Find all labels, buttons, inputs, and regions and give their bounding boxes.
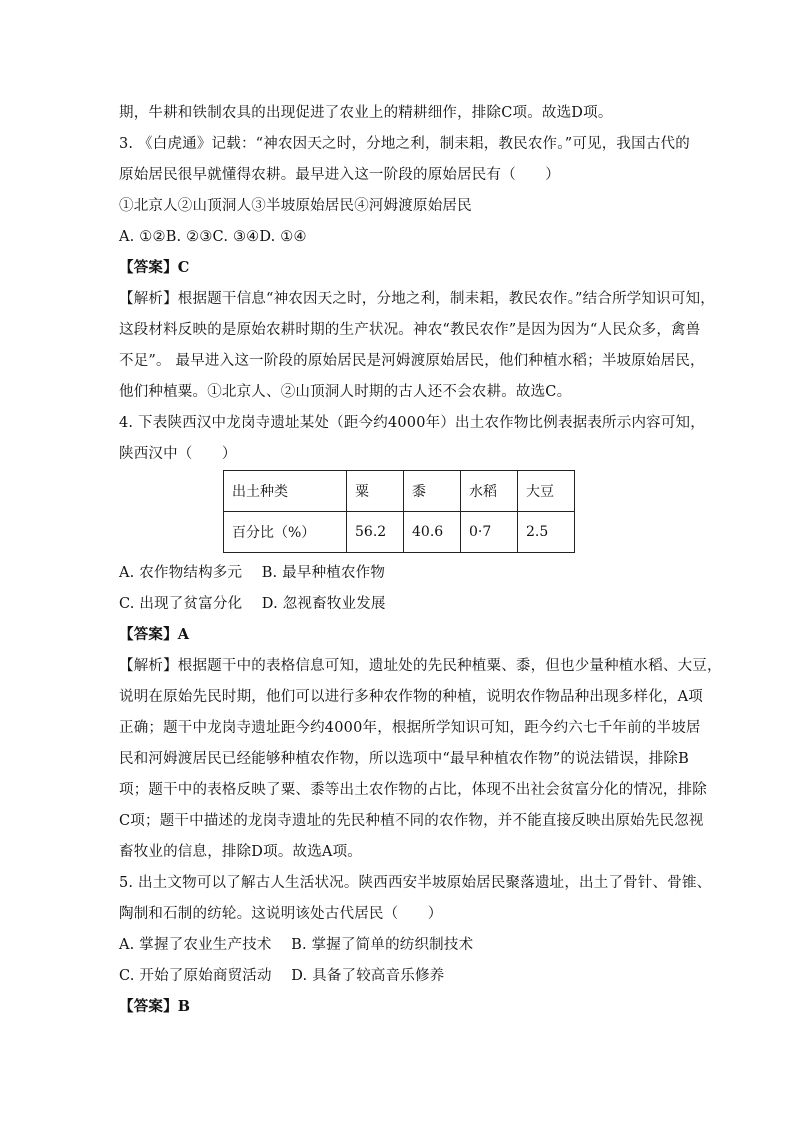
- table-cell: 2.5: [518, 512, 575, 553]
- table-cell: 水稻: [461, 471, 518, 512]
- text-line: 陶制和石制的纺轮。这说明该处古代居民（ ）: [119, 906, 443, 922]
- analysis-line: 他们种植粟。①北京人、②山顶洞人时期的古人还不会农耕。故选C。: [119, 384, 572, 400]
- table-cell: 出土种类: [224, 471, 347, 512]
- table-cell: 大豆: [518, 471, 575, 512]
- text-line: 陕西汉中（ ）: [119, 446, 237, 462]
- text-line: 原始居民很早就懂得农耕。最早进入这一阶段的原始居民有（ ）: [119, 167, 560, 183]
- table-cell: 0·7: [461, 512, 518, 553]
- question-4-options: A. 农作物结构多元 B. 最早种植农作物: [119, 565, 386, 581]
- question-5-options: C. 开始了原始商贸活动 D. 具备了较高音乐修养: [119, 968, 445, 984]
- analysis-line: 正确；题干中龙岗寺遗址距今约4000年，根据所学知识可知，距今约六七千年前的半坡居: [119, 720, 701, 736]
- crop-ratio-table: [223, 470, 575, 553]
- table-cell: 百分比（%）: [224, 512, 347, 553]
- table-cell: 黍: [404, 471, 461, 512]
- analysis-line: 【解析】根据题干信息“神农因天之时，分地之利，制耒耜，教民农作。”结合所学知识可知，: [119, 291, 715, 307]
- text-line: 期，牛耕和铁制农具的出现促进了农业上的精耕细作，排除C项。故选D项。: [119, 105, 613, 121]
- table-cell: 56.2: [347, 512, 404, 553]
- question-3-items: ①北京人②山顶洞人③半坡原始居民④河姆渡原始居民: [119, 198, 472, 214]
- question-4-stem: 4. 下表陕西汉中龙岗寺遗址某处（距今约4000年）出土农作物比例表据表所示内容可知，: [119, 415, 705, 431]
- question-3-stem: 3. 《白虎通》记载：“神农因天之时，分地之利，制耒耜，教民农作。”可见，我国古代的: [119, 136, 690, 152]
- table-row: [224, 512, 575, 553]
- analysis-line: 畜牧业的信息，排除D项。故选A项。: [119, 844, 362, 860]
- table-cell: 40.6: [404, 512, 461, 553]
- analysis-line: 项；题干中的表格反映了粟、黍等出土农作物的占比，体现不出社会贫富分化的情况，排除: [119, 782, 707, 798]
- question-5-stem: 5. 出土文物可以了解古人生活状况。陕西西安半坡原始居民聚落遗址，出土了骨针、骨锥、: [119, 875, 712, 891]
- table-cell: 粟: [347, 471, 404, 512]
- analysis-line: 不足”。 最早进入这一阶段的原始居民是河姆渡原始居民，他们种植水稻；半坡原始居民，: [119, 353, 705, 369]
- analysis-line: 【解析】根据题干中的表格信息可知，遗址处的先民种植粟、黍，但也少量种植水稻、大豆，: [119, 658, 722, 674]
- answer-label: 【答案】A: [119, 626, 190, 643]
- analysis-line: C项；题干中描述的龙岗寺遗址的先民种植不同的农作物，并不能直接反映出原始先民忽视: [119, 813, 704, 829]
- analysis-line: 民和河姆渡居民已经能够种植农作物，所以选项中“最早种植农作物”的说法错误，排除B: [119, 751, 689, 767]
- table-row: [224, 471, 575, 512]
- analysis-line: 说明在原始先民时期，他们可以进行多种农作物的种植，说明农作物品种出现多样化，A项: [119, 689, 703, 705]
- question-3-options: A. ①②B. ②③C. ③④D. ①④: [119, 229, 307, 245]
- answer-label: 【答案】C: [119, 259, 190, 276]
- answer-label: 【答案】B: [119, 998, 191, 1015]
- analysis-line: 这段材料反映的是原始农耕时期的生产状况。神农“教民农作”是因为因为“人民众多，禽兽: [119, 322, 701, 338]
- question-5-options: A. 掌握了农业生产技术 B. 掌握了简单的纺织制技术: [119, 937, 474, 953]
- question-4-options: C. 出现了贫富分化 D. 忽视畜牧业发展: [119, 596, 386, 612]
